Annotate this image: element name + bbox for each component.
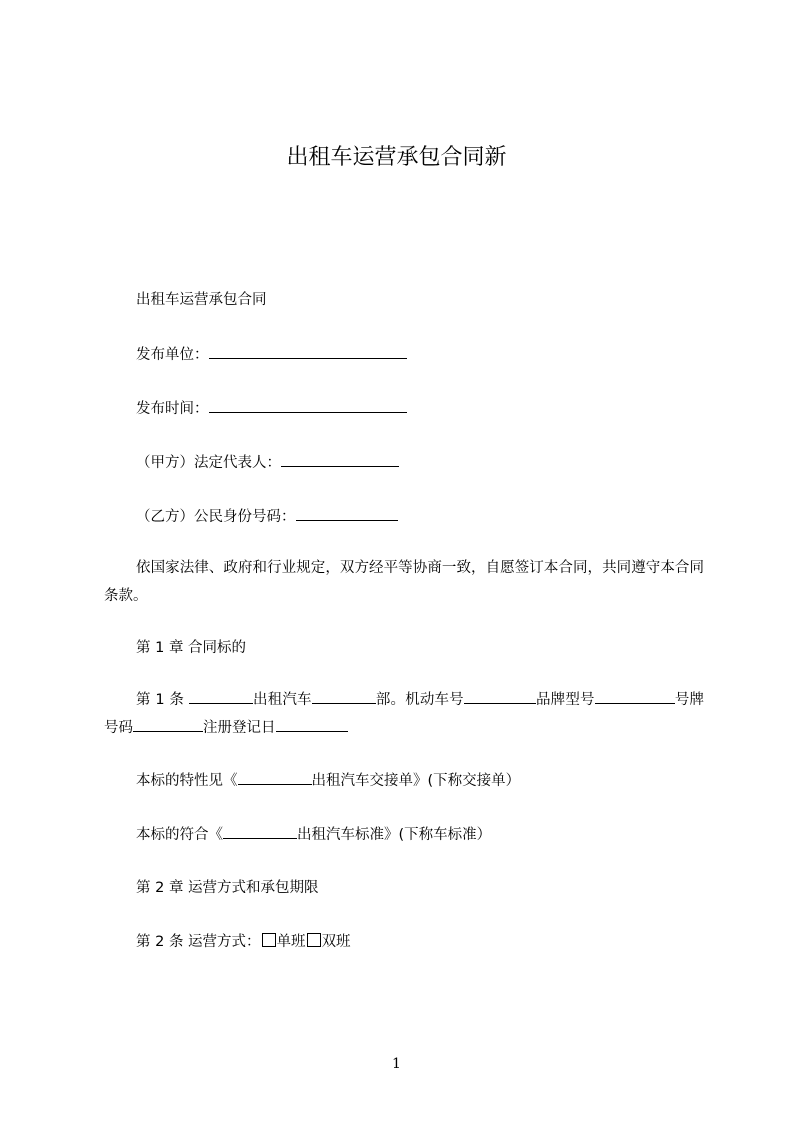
chapter-1-heading: 第 1 章 合同标的 <box>136 640 247 656</box>
publisher-line <box>136 344 407 365</box>
article-1-blank-2[interactable] <box>312 689 376 704</box>
party-b-line <box>136 506 398 527</box>
article-1-paragraph <box>104 686 704 742</box>
article-1-blank-4b[interactable] <box>667 689 675 704</box>
article-1-text-2: 部。机动车号 <box>375 692 464 708</box>
spec-line-blank[interactable] <box>238 770 312 785</box>
article-1-text-5: 注册登记日 <box>203 720 276 736</box>
publish-time-label: 发布时间： <box>136 401 209 417</box>
intro-paragraph: 依国家法律、政府和行业规定，双方经平等协商一致，自愿签订本合同，共同遵守本合同条款。 <box>104 560 704 604</box>
chapter-2-heading: 第 2 章 运营方式和承包期限 <box>136 880 319 896</box>
article-1-text-4: 号牌号码 <box>104 692 705 736</box>
publisher-blank[interactable] <box>209 344 407 359</box>
article-1-blank-3[interactable] <box>464 689 536 704</box>
spec-line <box>136 770 520 791</box>
article-1-blank-5[interactable] <box>133 717 203 732</box>
subtitle: 出租车运营承包合同 <box>136 292 267 308</box>
double-shift-label: 双班 <box>321 934 351 950</box>
publisher-label: 发布单位： <box>136 347 209 363</box>
standard-line-blank[interactable] <box>223 824 297 839</box>
article-2-prefix: 第 2 条 运营方式： <box>136 934 261 950</box>
spec-line-suffix: 出租汽车交接单》(下称交接单） <box>311 773 521 789</box>
document-title: 出租车运营承包合同新 <box>286 145 507 170</box>
standard-line <box>136 824 491 845</box>
publish-time-blank[interactable] <box>209 398 407 413</box>
publish-time-line <box>136 398 407 419</box>
article-1-prefix: 第 1 条 <box>136 692 189 708</box>
party-a-label: （甲方）法定代表人： <box>136 455 281 471</box>
article-1-text-3: 品牌型号 <box>535 692 595 708</box>
article-1-blank-4[interactable] <box>595 689 667 704</box>
standard-line-prefix: 本标的符合《 <box>136 827 223 843</box>
single-shift-checkbox[interactable] <box>262 933 276 947</box>
article-1-text-1: 出租汽车 <box>252 692 312 708</box>
article-1-blank-1[interactable] <box>189 689 253 704</box>
article-2-line <box>136 932 351 952</box>
spec-line-prefix: 本标的特性见《 <box>136 773 238 789</box>
page-number: 1 <box>392 1056 401 1072</box>
standard-line-suffix: 出租汽车标准》(下称车标准） <box>297 827 492 843</box>
article-1-blank-6[interactable] <box>276 717 348 732</box>
party-b-blank[interactable] <box>296 506 398 521</box>
double-shift-checkbox[interactable] <box>307 933 321 947</box>
single-shift-label: 单班 <box>276 934 306 950</box>
party-a-blank[interactable] <box>281 452 399 467</box>
party-b-label: （乙方）公民身份号码： <box>136 509 296 525</box>
party-a-line <box>136 452 399 473</box>
